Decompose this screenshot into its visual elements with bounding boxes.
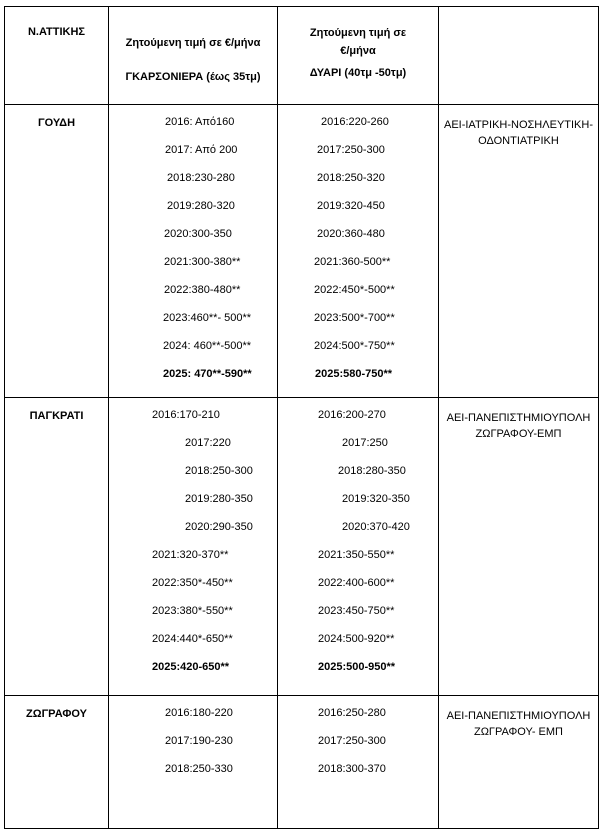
price-entry: 2016:180-220: [165, 707, 233, 719]
price-entry: 2025: 470**-590**: [163, 368, 252, 380]
price-entry: 2018:280-350: [338, 465, 406, 477]
header-row: [5, 7, 599, 105]
price-entry: 2024:500*-750**: [314, 340, 395, 352]
price-entry: 2022:400-600**: [318, 577, 395, 589]
university-line: ΑΕΙ-ΠΑΝΕΠΙΣΤΗΜΙΟΥΠΟΛΗ: [446, 710, 591, 722]
university-cell: [439, 105, 599, 398]
university-line: ΖΩΓΡΑΦΟΥ-ΕΜΠ: [475, 428, 562, 440]
price-entry: 2019:320-350: [342, 493, 410, 505]
price-entry: 2017:250: [342, 437, 388, 449]
studio-prices: [109, 696, 278, 829]
price-entry: 2023:450-750**: [318, 605, 395, 617]
table-row: [5, 696, 599, 829]
two-room-prices: [278, 696, 439, 829]
area-name: ΖΩΓΡΑΦΟΥ: [5, 696, 109, 829]
price-entry: 2024: 460**-500**: [163, 340, 252, 352]
header-two-room: [278, 7, 439, 105]
price-entry: 2018:250-320: [317, 172, 385, 184]
price-entry: 2025:420-650**: [152, 661, 230, 673]
price-entry: 2018:230-280: [167, 172, 235, 184]
price-entry: 2016:170-210: [152, 409, 220, 421]
price-entry: 2021:300-380**: [164, 256, 241, 268]
price-entry: 2020:360-480: [317, 228, 385, 240]
price-entry: 2017: Από 200: [165, 144, 238, 156]
university-line: ΖΩΓΡΑΦΟΥ- ΕΜΠ: [473, 726, 564, 738]
header-area: Ν.ΑΤΤΙΚΗΣ: [5, 7, 109, 105]
price-entry: 2023:500*-700**: [314, 312, 395, 324]
table-row: [5, 398, 599, 696]
price-entry: 2019:320-450: [317, 200, 385, 212]
price-entry: 2018:250-330: [165, 763, 233, 775]
header-two-room-title-1: Ζητούμενη τιμή σε: [309, 27, 407, 39]
studio-prices: [109, 398, 278, 696]
university-line: ΑΕΙ-ΙΑΤΡΙΚΗ-ΝΟΣΗΛΕΥΤΙΚΗ-: [443, 119, 593, 131]
area-name: ΠΑΓΚΡΑΤΙ: [5, 398, 109, 696]
price-entry: 2018:300-370: [318, 763, 386, 775]
price-entry: 2023:460**- 500**: [163, 312, 252, 324]
two-room-prices: [278, 105, 439, 398]
price-entry: 2017:220: [185, 437, 231, 449]
header-two-room-subtitle: ΔΥΑΡΙ (40τμ -50τμ): [309, 67, 407, 79]
price-entry: 2025:580-750**: [315, 368, 393, 380]
price-entry: 2019:280-320: [167, 200, 235, 212]
price-entry: 2020:290-350: [185, 521, 253, 533]
studio-prices: [109, 105, 278, 398]
price-entry: 2024:500-920**: [318, 633, 395, 645]
price-entry: 2016:250-280: [318, 707, 386, 719]
price-entry: 2022:380-480**: [164, 284, 241, 296]
university-cell: [439, 398, 599, 696]
price-entry: 2022:450*-500**: [314, 284, 395, 296]
area-name: ΓΟΥΔΗ: [5, 105, 109, 398]
university-line: ΟΔΟΝΤΙΑΤΡΙΚΗ: [478, 135, 559, 147]
price-entry: 2017:250-300: [318, 735, 386, 747]
price-entry: 2022:350*-450**: [152, 577, 233, 589]
price-entry: 2021:320-370**: [152, 549, 229, 561]
price-entry: 2018:250-300: [185, 465, 253, 477]
price-entry: 2020:300-350: [164, 228, 232, 240]
price-entry: 2016: Από160: [165, 116, 235, 128]
university-cell: [439, 696, 599, 829]
header-studio-title: Ζητούμενη τιμή σε €/μήνα: [125, 37, 261, 49]
table-row: [5, 105, 599, 398]
price-entry: 2021:360-500**: [314, 256, 391, 268]
price-entry: 2016:220-260: [321, 116, 389, 128]
university-line: ΑΕΙ-ΠΑΝΕΠΙΣΤΗΜΙΟΥΠΟΛΗ: [446, 412, 591, 424]
price-entry: 2016:200-270: [318, 409, 386, 421]
two-room-prices: [278, 398, 439, 696]
price-entry: 2017:190-230: [165, 735, 233, 747]
price-entry: 2024:440*-650**: [152, 633, 233, 645]
header-university: [439, 7, 599, 105]
price-entry: 2021:350-550**: [318, 549, 395, 561]
price-entry: 2020:370-420: [342, 521, 410, 533]
header-studio: [109, 7, 278, 105]
header-studio-subtitle: ΓΚΑΡΣΟΝΙΕΡΑ (έως 35τμ): [125, 71, 261, 83]
price-entry: 2017:250-300: [317, 144, 385, 156]
price-entry: 2025:500-950**: [318, 661, 396, 673]
header-two-room-title-2: €/μήνα: [340, 45, 376, 57]
rent-prices-table: [4, 6, 599, 829]
price-entry: 2023:380*-550**: [152, 605, 233, 617]
price-entry: 2019:280-350: [185, 493, 253, 505]
